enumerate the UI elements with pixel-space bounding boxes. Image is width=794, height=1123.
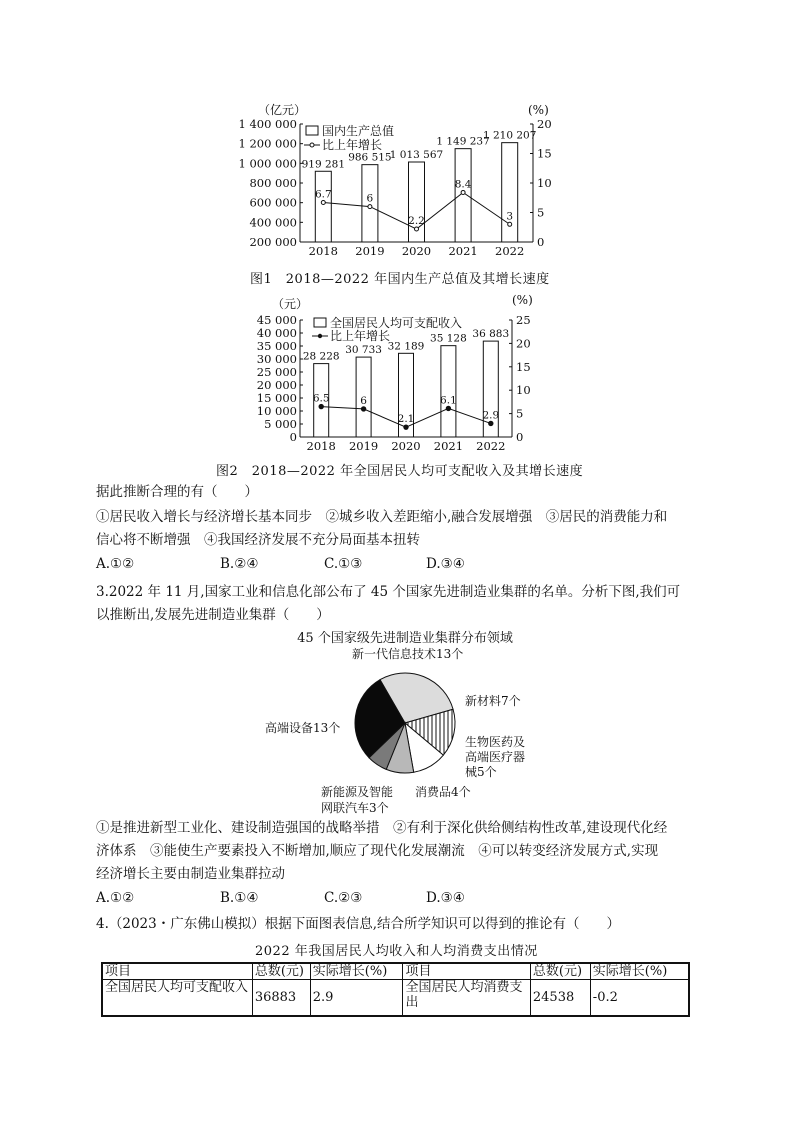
table-cell: 全国居民人均可支配收入 xyxy=(102,980,252,1016)
pie-label-biomed-2: 高端医疗器 xyxy=(465,750,526,764)
growth-point xyxy=(446,406,450,410)
growth-point xyxy=(319,404,323,408)
pie-label-consumer: 消费品4个 xyxy=(415,785,471,799)
chart2-legend-marker xyxy=(318,334,322,338)
y2-tick-label: 15 xyxy=(516,359,531,374)
x-tick-label: 2019 xyxy=(348,439,379,453)
growth-value-label: 2.9 xyxy=(482,409,500,422)
y2-tick-label: 10 xyxy=(516,383,531,398)
y2-tick-label: 20 xyxy=(516,336,531,351)
bar-value-label: 1 149 237 xyxy=(436,135,490,148)
pie-label-nev-2: 网联汽车3个 xyxy=(321,801,389,815)
x-tick-label: 2019 xyxy=(355,244,385,258)
income-chart xyxy=(248,290,558,455)
x-tick-label: 2022 xyxy=(476,439,506,453)
growth-value-label: 2.2 xyxy=(408,215,425,228)
table-row xyxy=(102,980,689,1016)
chart2-legend-line-label: 比上年增长 xyxy=(330,329,391,343)
bar-value-label: 919 281 xyxy=(301,158,346,171)
chart1-caption: 图1 2018—2022 年国内生产总值及其增长速度 xyxy=(250,272,550,287)
bar xyxy=(502,143,518,242)
q2-option-b[interactable]: B.②④ xyxy=(220,556,259,572)
chart1-legend-line-label: 比上年增长 xyxy=(322,138,383,152)
y-tick-label: 45 000 xyxy=(256,313,297,327)
bar xyxy=(455,149,471,242)
income-consumption-table xyxy=(101,962,690,1017)
q3-option-c[interactable]: C.②③ xyxy=(324,890,363,906)
y-tick-label: 30 000 xyxy=(256,352,297,366)
growth-value-label: 8.4 xyxy=(454,178,472,191)
table-header-cell: 项目 xyxy=(102,963,252,980)
chart1-left-unit: （亿元） xyxy=(258,103,307,117)
x-tick-label: 2020 xyxy=(401,244,432,258)
growth-value-label: 6 xyxy=(366,192,374,205)
growth-value-label: 6 xyxy=(360,394,367,407)
x-tick-label: 2022 xyxy=(495,244,525,258)
bar-value-label: 1 013 567 xyxy=(389,148,444,161)
y-tick-label: 25 000 xyxy=(256,365,297,379)
bar-value-label: 30 733 xyxy=(345,344,382,357)
growth-value-label: 3 xyxy=(506,210,514,223)
x-tick-label: 2021 xyxy=(448,244,478,258)
chart1-right-unit: (%) xyxy=(528,103,549,117)
y2-tick-label: 20 xyxy=(537,117,552,131)
bar-value-label: 36 883 xyxy=(472,328,510,341)
q3-option-b[interactable]: B.①④ xyxy=(220,890,259,906)
growth-value-label: 2.1 xyxy=(397,413,415,426)
pie-label-info-tech: 新一代信息技术13个 xyxy=(352,647,464,661)
y-tick-label: 15 000 xyxy=(256,391,297,405)
table-header-cell: 总数(元) xyxy=(252,963,310,980)
table-header-row xyxy=(102,963,689,980)
y-tick-label: 20 000 xyxy=(256,378,297,392)
cluster-pie-chart xyxy=(255,628,555,818)
q3-stem-line1: 3.2022 年 11 月,国家工业和信息化部公布了 45 个国家先进制造业集群的名单。分析下图,我们可 xyxy=(96,584,681,600)
growth-point xyxy=(321,200,325,204)
growth-point xyxy=(368,205,372,209)
bar-value-label: 1 210 207 xyxy=(482,129,537,142)
bar xyxy=(315,171,331,242)
table-cell: 2.9 xyxy=(310,980,403,1016)
y-tick-label: 200 000 xyxy=(249,235,297,249)
chart2-caption: 图2 2018—2022 年全国居民人均可支配收入及其增长速度 xyxy=(216,464,584,479)
table-cell: -0.2 xyxy=(590,980,689,1016)
q3-statements-line1: ①是推进新型工业化、建设制造强国的战略举措 ②有利于深化供给侧结构性改革,建设现代化经 xyxy=(96,820,668,836)
bar-value-label: 35 128 xyxy=(430,332,467,345)
table-header-cell: 实际增长(%) xyxy=(590,963,689,980)
y-tick-label: 800 000 xyxy=(249,176,297,190)
y-tick-label: 0 xyxy=(289,430,297,444)
table-header-cell: 总数(元) xyxy=(530,963,590,980)
pie-label-biomed-1: 生物医药及 xyxy=(465,735,526,749)
growth-point xyxy=(415,227,419,231)
pie-label-biomed-3: 械5个 xyxy=(465,765,497,779)
pie-label-new-materials: 新材料7个 xyxy=(465,694,521,708)
x-tick-label: 2018 xyxy=(306,439,336,453)
y-tick-label: 5 000 xyxy=(264,417,297,431)
x-tick-label: 2021 xyxy=(433,439,464,453)
y-tick-label: 40 000 xyxy=(256,326,297,340)
q3-option-d[interactable]: D.③④ xyxy=(426,890,465,906)
y2-tick-label: 0 xyxy=(516,430,524,444)
table-cell: 36883 xyxy=(252,980,310,1016)
q3-stem-line2: 以推断出,发展先进制造业集群（ ） xyxy=(96,607,330,623)
chart1-legend-bar-label: 国内生产总值 xyxy=(322,124,395,138)
growth-point xyxy=(404,425,408,429)
pie-label-equipment: 高端设备13个 xyxy=(265,721,341,735)
table-title: 2022 年我国居民人均收入和人均消费支出情况 xyxy=(255,944,538,959)
table-header-cell: 实际增长(%) xyxy=(310,963,403,980)
bar-value-label: 28 228 xyxy=(302,350,340,363)
x-tick-label: 2018 xyxy=(308,244,338,258)
q2-stem: 据此推断合理的有（ ） xyxy=(96,484,258,500)
chart2-legend-bar-label: 全国居民人均可支配收入 xyxy=(330,316,463,330)
x-tick-label: 2020 xyxy=(391,439,421,453)
growth-point xyxy=(489,421,493,425)
y-tick-label: 400 000 xyxy=(249,215,297,230)
pie-label-nev-1: 新能源及智能 xyxy=(321,785,394,799)
table-header-cell: 项目 xyxy=(403,963,530,980)
y-tick-label: 600 000 xyxy=(249,195,297,210)
y-tick-label: 35 000 xyxy=(256,339,297,353)
table-cell: 全国居民人均消费支出 xyxy=(403,980,530,1016)
q2-option-a[interactable]: A.①② xyxy=(96,556,135,572)
q3-statements-line3: 经济增长主要由制造业集群拉动 xyxy=(96,866,285,882)
chart1-legend-bar-swatch xyxy=(306,126,318,135)
y2-tick-label: 25 xyxy=(516,313,531,327)
table-cell: 24538 xyxy=(530,980,590,1016)
chart2-left-unit: （元） xyxy=(272,297,309,311)
y-tick-label: 1 000 000 xyxy=(238,156,297,171)
bar-value-label: 32 189 xyxy=(387,340,425,353)
chart2-legend-bar-swatch xyxy=(314,318,326,327)
y2-tick-label: 10 xyxy=(537,176,552,190)
y2-tick-label: 5 xyxy=(516,406,524,421)
q2-statements-line1: ①居民收入增长与经济增长基本同步 ②城乡收入差距缩小,融合发展增强 ③居民的消费能力和 xyxy=(96,509,668,525)
growth-point xyxy=(361,407,365,411)
q2-option-c[interactable]: C.①③ xyxy=(324,556,363,572)
chart1-legend-marker xyxy=(310,143,314,147)
y2-tick-label: 0 xyxy=(537,235,545,249)
q2-statements-line2: 信心将不断增强 ④我国经济发展不充分局面基本扭转 xyxy=(96,532,420,548)
y2-tick-label: 15 xyxy=(537,146,552,161)
y-tick-label: 1 400 000 xyxy=(238,117,297,131)
y-tick-label: 10 000 xyxy=(256,404,297,418)
y2-tick-label: 5 xyxy=(537,205,545,220)
growth-value-label: 6.5 xyxy=(312,392,330,405)
growth-point xyxy=(508,222,512,226)
pie-title: 45 个国家级先进制造业集群分布领域 xyxy=(297,631,513,646)
gdp-chart xyxy=(238,96,568,266)
bar-value-label: 986 515 xyxy=(348,151,392,164)
q3-statements-line2: 济体系 ③能使生产要素投入不断增加,顺应了现代化发展潮流 ④可以转变经济发展方式,实现 xyxy=(96,843,659,859)
chart2-right-unit: (%) xyxy=(512,293,533,307)
q4-stem: 4.（2023・广东佛山模拟）根据下面图表信息,结合所学知识可以得到的推论有（ ） xyxy=(96,916,621,932)
q3-option-a[interactable]: A.①② xyxy=(96,890,135,906)
bar xyxy=(441,346,456,437)
growth-point xyxy=(461,190,465,194)
y-tick-label: 1 200 000 xyxy=(238,136,297,151)
growth-value-label: 6.1 xyxy=(440,394,457,407)
q2-option-d[interactable]: D.③④ xyxy=(426,556,465,572)
growth-value-label: 6.7 xyxy=(314,188,332,201)
